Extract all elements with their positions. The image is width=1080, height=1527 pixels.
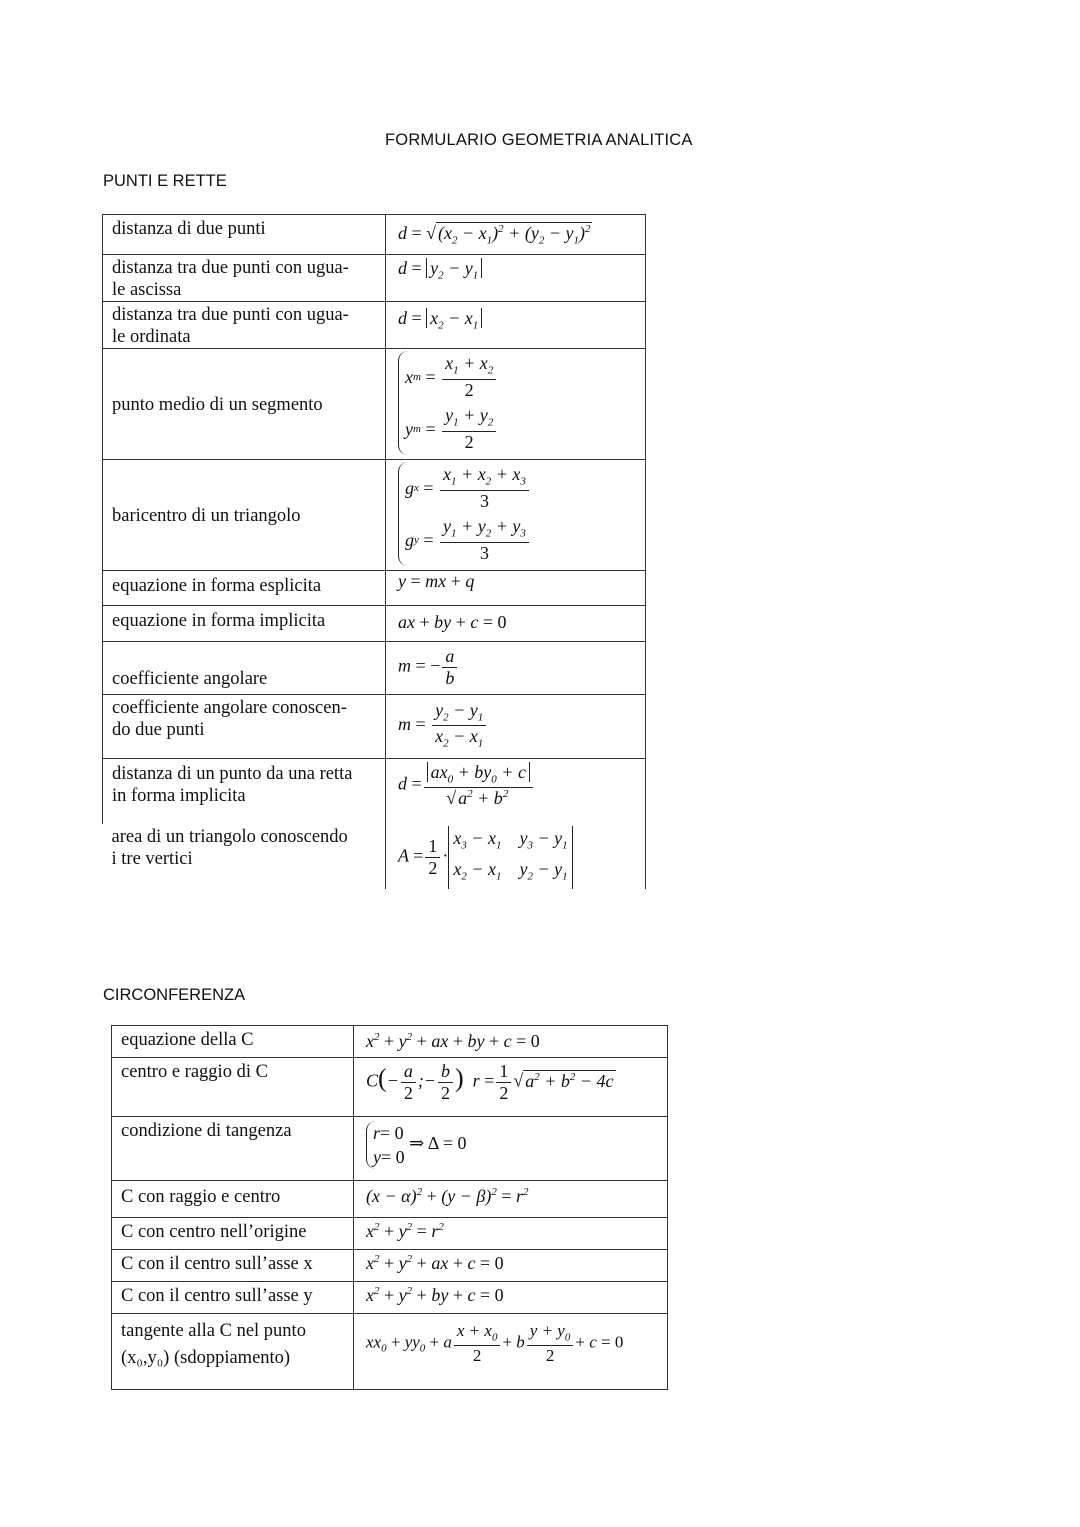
formula-distanza-punti: d = √ $(x_2 - x_1)^2 + (y_2 - y_1)^2$ [398,223,591,247]
row-label: coefficiente angolare conoscen- do due punti [112,698,347,740]
row-label: C con il centro sull’asse x [121,1254,313,1274]
row-label: equazione in forma esplicita [112,576,322,596]
row-label: distanza di due punti [112,219,266,239]
row-label: coefficiente angolare [112,669,268,689]
formula-forma-implicita: ax + by + c = 0 [398,612,507,632]
formula-coefficiente-angolare: m = − $\frac{a}{b}$ [386,642,645,688]
table-row [112,1282,668,1314]
formula-forma-esplicita: y = mx + q [398,571,475,591]
punti-rette-table [102,214,646,889]
table-row [103,759,646,824]
formula-condizione-tangenza: r = 0 y = 0 ⇒ Δ = 0 [354,1117,667,1169]
circonferenza-table [111,1025,668,1390]
row-label: equazione della C [121,1030,254,1050]
table-row [103,460,646,571]
formula-equazione-circonferenza: $x^2 + y^2$ + ax + by + c = 0 [366,1031,540,1051]
table-row [103,642,646,695]
row-label: C con centro nell’origine [121,1222,307,1242]
table-row [103,215,646,255]
section-title-punti-rette: PUNTI E RETTE [103,172,227,190]
table-row [112,1250,668,1282]
table-row [103,571,646,606]
formula-centro-origine: $x^2 + y^2 = r^2$ [366,1221,444,1241]
row-label: distanza di un punto da una retta in forma implicita [112,764,353,806]
table-row [103,824,646,889]
formula-centro-asse-y: $x^2 + y^2$ + by + c = 0 [366,1285,504,1305]
table-row [112,1117,668,1181]
table-row [112,1026,668,1058]
row-label: equazione in forma implicita [112,611,326,631]
formula-stessa-ordinata: $d = x_2 - x_1$ [386,302,645,332]
row-label: C con raggio e centro [121,1187,281,1207]
row-label: distanza tra due punti con ugua- le ordinata [112,305,349,347]
table-row [112,1314,668,1390]
row-label: area di un triangolo conoscendo i tre vertici [111,826,348,869]
row-label: distanza tra due punti con ugua- le ascissa [112,258,349,300]
formula-baricentro: g x = $\frac{x_1 + x_2 + x_3}{3}$ g y = $\frac{y_1 + y_2 + y_3}{3}$ [386,460,645,566]
table-row [103,606,646,642]
section-title-circonferenza: CIRCONFERENZA [103,986,246,1004]
table-row [112,1058,668,1117]
formula-centro-raggio: C(− $\frac{a}{2}$ ;− $\frac{b}{2}$ ) r = $\frac{1}{2}$ √ $a^2 + b^2 - 4c$ [366,1061,614,1103]
formula-coeff-due-punti: m = $\frac{y_2 - y_1}{x_2 - x_1}$ [386,695,645,750]
formula-centro-asse-x: $x^2 + y^2$ + ax + c = 0 [366,1253,504,1273]
table-row [112,1181,668,1218]
table-row [103,255,646,302]
table-row [103,695,646,759]
table-row [103,302,646,349]
row-label: C con il centro sull’asse y [121,1286,313,1306]
table-row [103,349,646,460]
formula-punto-medio: x m = $\frac{x_1 + x_2}{2}$ y m = $\frac{y_1 + y_2}{2}$ [386,349,645,455]
formula-sdoppiamento: $xx_0 + yy_0 + a$ $\frac{x + x_0}{2}$ + b $\frac{y + y_0}{2}$ + c = 0 [366,1321,624,1365]
row-label: condizione di tangenza [121,1121,292,1141]
formula-stessa-ascissa: $d = y_2 - y_1$ [386,255,645,282]
document-title: FORMULARIO GEOMETRIA ANALITICA [385,131,693,149]
formula-area-triangolo: A = $\frac{1}{2}$ · $x_3 - x_1$ $y_3 - y_1$ $x_2 - x_1$ $y_2 - y_1$ [386,824,645,889]
row-label: punto medio di un segmento [112,395,323,415]
row-label: centro e raggio di C [121,1062,268,1082]
formula-raggio-centro: $(x - \alpha)^2 + (y - \beta)^2 = r^2$ [366,1186,529,1206]
table-row [112,1218,668,1250]
row-label: baricentro di un triangolo [112,506,301,526]
row-label: tangente alla C nel punto (x₀,y₀) (sdoppiamento) [121,1321,306,1368]
formula-distanza-punto-retta: d = $\frac{ax_0 + by_0 + c}{√ a^2 + b^2}$ [386,759,645,808]
